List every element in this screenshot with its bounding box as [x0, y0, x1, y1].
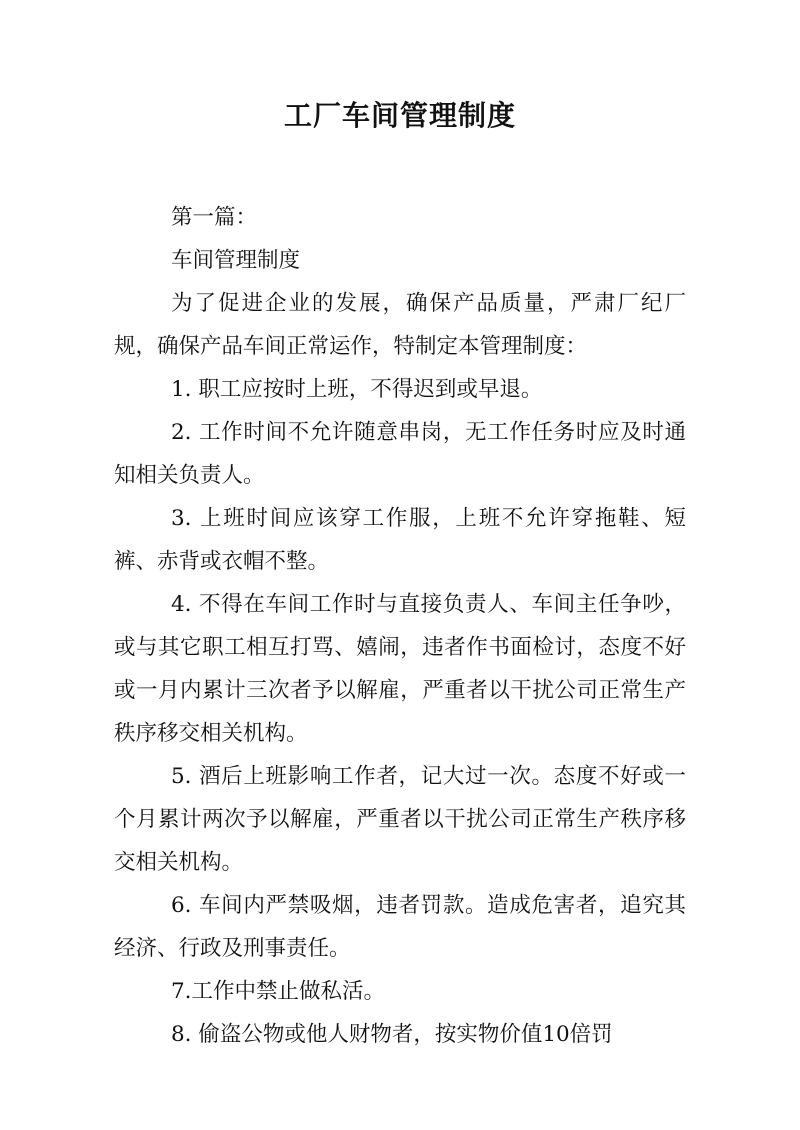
rule-item-4: 4. 不得在车间工作时与直接负责人、车间主任争吵，或与其它职工相互打骂、嬉闹，违者作书面检讨，态度不好或一月内累计三次者予以解雇，严重者以干扰公司正常生产秩序移交相关机构。: [114, 592, 686, 746]
rule-item-8: 8. 偷盗公物或他人财物者，按实物价值10倍罚: [170, 1022, 613, 1047]
rule-item-1: 1. 职工应按时上班，不得迟到或早退。: [170, 377, 543, 402]
rule-item-7: 7.工作中禁止做私活。: [170, 979, 385, 1004]
intro-paragraph: 为了促进企业的发展，确保产品质量，严肃厂纪厂规，确保产品车间正常运作，特制定本管理制度：: [114, 291, 686, 359]
document-title: 工厂车间管理制度: [283, 99, 516, 132]
rule-item-5: 5. 酒后上班影响工作者，记大过一次。态度不好或一个月累计两次予以解雇，严重者以干扰公司正常生产秩序移交相关机构。: [114, 764, 686, 875]
document-body: [114, 196, 686, 1056]
rule-item-2: 2. 工作时间不允许随意串岗，无工作任务时应及时通知相关负责人。: [114, 420, 686, 488]
rule-item-6: 6. 车间内严禁吸烟，违者罚款。造成危害者，追究其经济、行政及刑事责任。: [114, 893, 686, 961]
section-subtitle: 车间管理制度: [170, 248, 300, 273]
section-heading: 第一篇：: [170, 205, 257, 230]
rule-item-3: 3. 上班时间应该穿工作服，上班不允许穿拖鞋、短裤、赤背或衣帽不整。: [114, 506, 686, 574]
